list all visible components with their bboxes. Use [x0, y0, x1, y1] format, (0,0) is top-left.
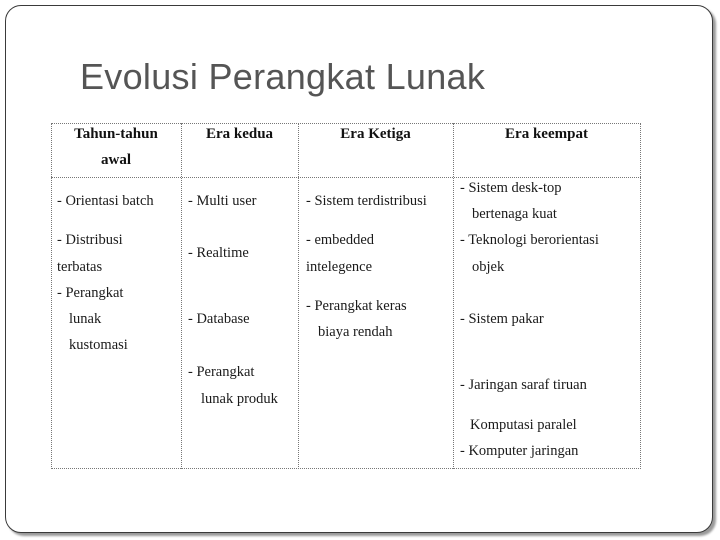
cell-text: - Teknologi berorientasi	[460, 232, 599, 248]
slide-title: Evolusi Perangkat Lunak	[80, 56, 486, 97]
cell-text: - Realtime	[188, 245, 249, 261]
table-border-left	[51, 123, 52, 469]
cell-text: lunak produk	[201, 391, 278, 407]
header-era-kedua: Era kedua	[205, 126, 274, 142]
header-divider	[51, 177, 641, 178]
table-border-right	[640, 123, 641, 469]
cell-text: - Sistem desk-top	[460, 180, 562, 196]
cell-text: - Orientasi batch	[57, 193, 154, 209]
cell-text: biaya rendah	[318, 324, 393, 340]
header-tahun-tahun-awal	[51, 127, 181, 168]
cell-text: - Perangkat	[188, 364, 255, 380]
header-line: awal	[101, 152, 131, 168]
cell-text: - Perangkat	[57, 285, 124, 301]
header-line: Tahun-tahun	[74, 126, 158, 142]
cell-text: kustomasi	[69, 337, 128, 353]
column-divider	[453, 123, 454, 469]
table-border-top	[51, 123, 641, 124]
table-border-bottom	[51, 468, 641, 469]
header-era-keempat: Era keempat	[505, 126, 588, 142]
cell-text: - Database	[188, 311, 250, 327]
cell-text: objek	[472, 259, 505, 275]
cell-text: lunak	[69, 311, 102, 327]
cell-text: - Komputer jaringan	[460, 443, 579, 459]
cell-text: bertenaga kuat	[472, 206, 557, 222]
evolution-table	[51, 123, 641, 469]
cell-text: - Perangkat keras	[306, 298, 407, 314]
cell-text: - Sistem pakar	[460, 311, 544, 327]
cell-text: terbatas	[57, 259, 103, 275]
header-era-ketiga: Era Ketiga	[340, 126, 411, 142]
cell-text: - Distribusi	[57, 232, 123, 248]
cell-text: - Sistem terdistribusi	[306, 193, 427, 209]
cell-text: - embedded	[306, 232, 375, 248]
cell-text: - Jaringan saraf tiruan	[460, 377, 587, 393]
column-divider	[298, 123, 299, 469]
column-divider	[181, 123, 182, 469]
cell-text: Komputasi paralel	[470, 417, 577, 433]
cell-text: - Multi user	[188, 193, 257, 209]
cell-text: intelegence	[306, 259, 373, 275]
